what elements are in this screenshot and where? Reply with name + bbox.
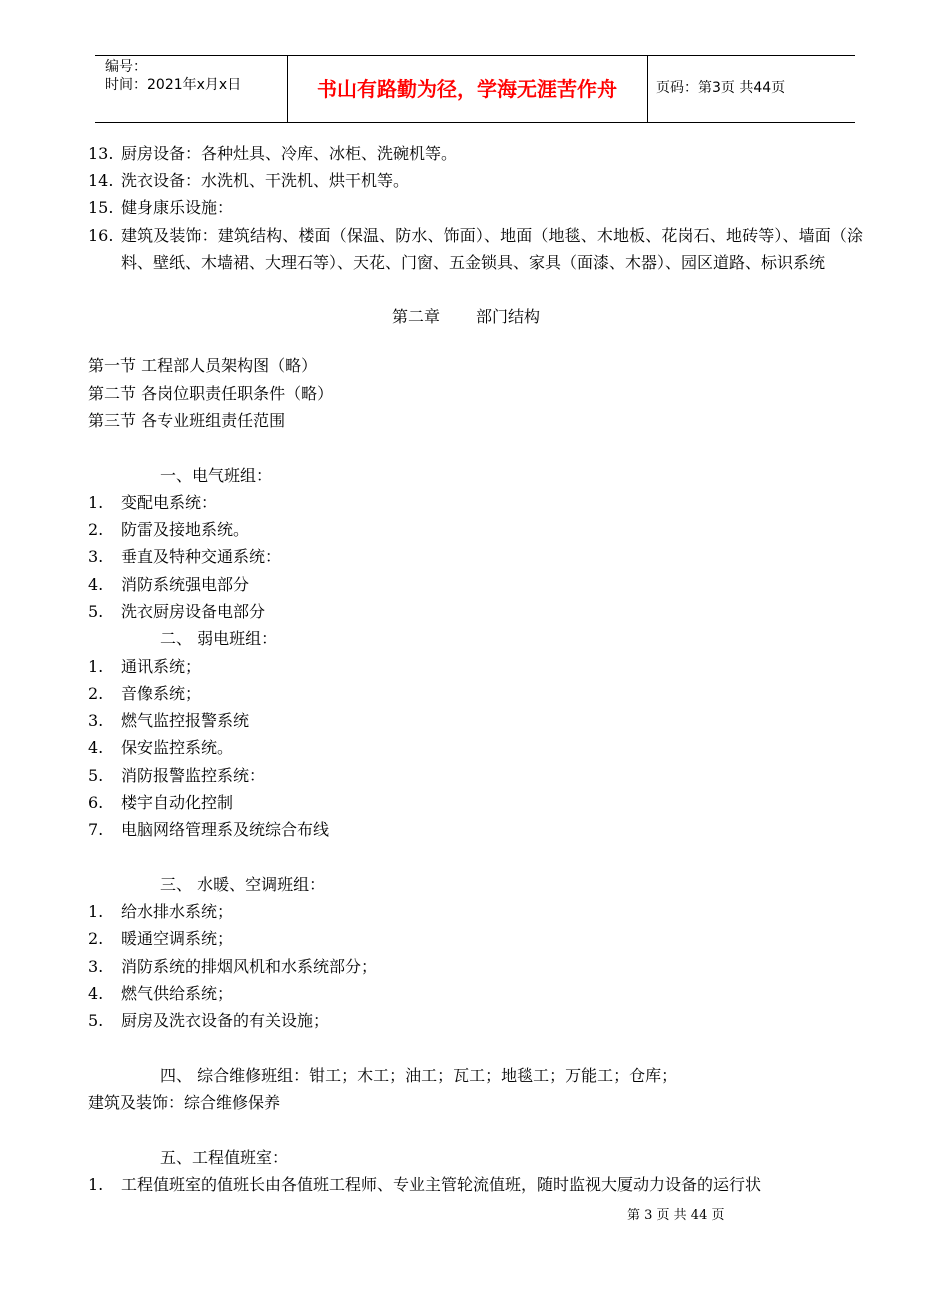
- list-item: 6. 楼宇自动化控制: [88, 793, 234, 812]
- list-item: 7. 电脑网络管理系及统综合布线: [88, 820, 330, 839]
- list-item: 4. 保安监控系统。: [88, 738, 234, 757]
- list-item: 2. 防雷及接地系统。: [88, 520, 250, 539]
- document-time-label: 时间：2021年x月x日: [105, 77, 242, 93]
- list-item: 1. 通讯系统；: [88, 657, 202, 676]
- list-item: 15. 健身康乐设施：: [88, 198, 234, 217]
- header-motto: 书山有路勤为径，学海无涯苦作舟: [317, 77, 617, 101]
- list-item: 5. 厨房及洗衣设备的有关设施；: [88, 1011, 330, 1030]
- list-item: 4. 燃气供给系统；: [88, 984, 234, 1003]
- list-item: 2. 音像系统；: [88, 684, 202, 703]
- section-heading: 第一节 工程部人员架构图（略）: [88, 356, 318, 375]
- list-item: 1. 给水排水系统；: [88, 902, 234, 921]
- list-item: 4. 消防系统强电部分: [88, 575, 250, 594]
- list-item-building: 16. 建筑及装饰：建筑结构、楼面（保温、防水、饰面）、地面（地毯、木地板、花岗石、地砖等）、墙面（涂料、壁纸、木墙裙、大理石等）、天花、门窗、五金锁具、家具（面漆、木器）、园区道路、标识系统: [88, 226, 863, 272]
- group-title-maintenance: 四、 综合维修班组：钳工；木工；油工；瓦工；地毯工；万能工；仓库；: [160, 1066, 678, 1085]
- group-title-hvac: 三、 水暖、空调班组：: [160, 875, 326, 894]
- list-item: 5. 洗衣厨房设备电部分: [88, 602, 266, 621]
- group-title-electrical: 一、电气班组：: [160, 466, 273, 485]
- header-page-label: 页码：第3页 共44页: [656, 80, 786, 96]
- list-item: 13. 厨房设备：各种灶具、冷库、冰柜、洗碗机等。: [88, 144, 458, 163]
- maintenance-scope: 建筑及装饰：综合维修保养: [88, 1093, 281, 1112]
- list-item: 14. 洗衣设备：水洗机、干洗机、烘干机等。: [88, 171, 410, 190]
- group-title-duty-room: 五、工程值班室：: [160, 1148, 289, 1167]
- list-item: 3. 垂直及特种交通系统：: [88, 547, 282, 566]
- page-header: [95, 55, 855, 123]
- group-title-low-voltage: 二、 弱电班组：: [160, 629, 278, 648]
- chapter-heading: 第二章 部门结构: [392, 307, 541, 326]
- header-meta-cell: [95, 56, 288, 122]
- list-item: 1. 变配电系统：: [88, 493, 218, 512]
- header-page-cell: [647, 56, 856, 122]
- section-heading: 第二节 各岗位职责任职条件（略）: [88, 384, 334, 403]
- list-item: 2. 暖通空调系统；: [88, 929, 234, 948]
- section-heading: 第三节 各专业班组责任范围: [88, 411, 286, 430]
- list-item: 3. 燃气监控报警系统: [88, 711, 250, 730]
- document-number-label: 编号：: [105, 59, 147, 75]
- list-item: 3. 消防系统的排烟风机和水系统部分；: [88, 957, 378, 976]
- list-item: 1. 工程值班室的值班长由各值班工程师、专业主管轮流值班，随时监视大厦动力设备的运行状: [88, 1175, 762, 1194]
- page-footer: 第 3 页 共 44 页: [627, 1208, 725, 1223]
- list-item: 5. 消防报警监控系统：: [88, 766, 266, 785]
